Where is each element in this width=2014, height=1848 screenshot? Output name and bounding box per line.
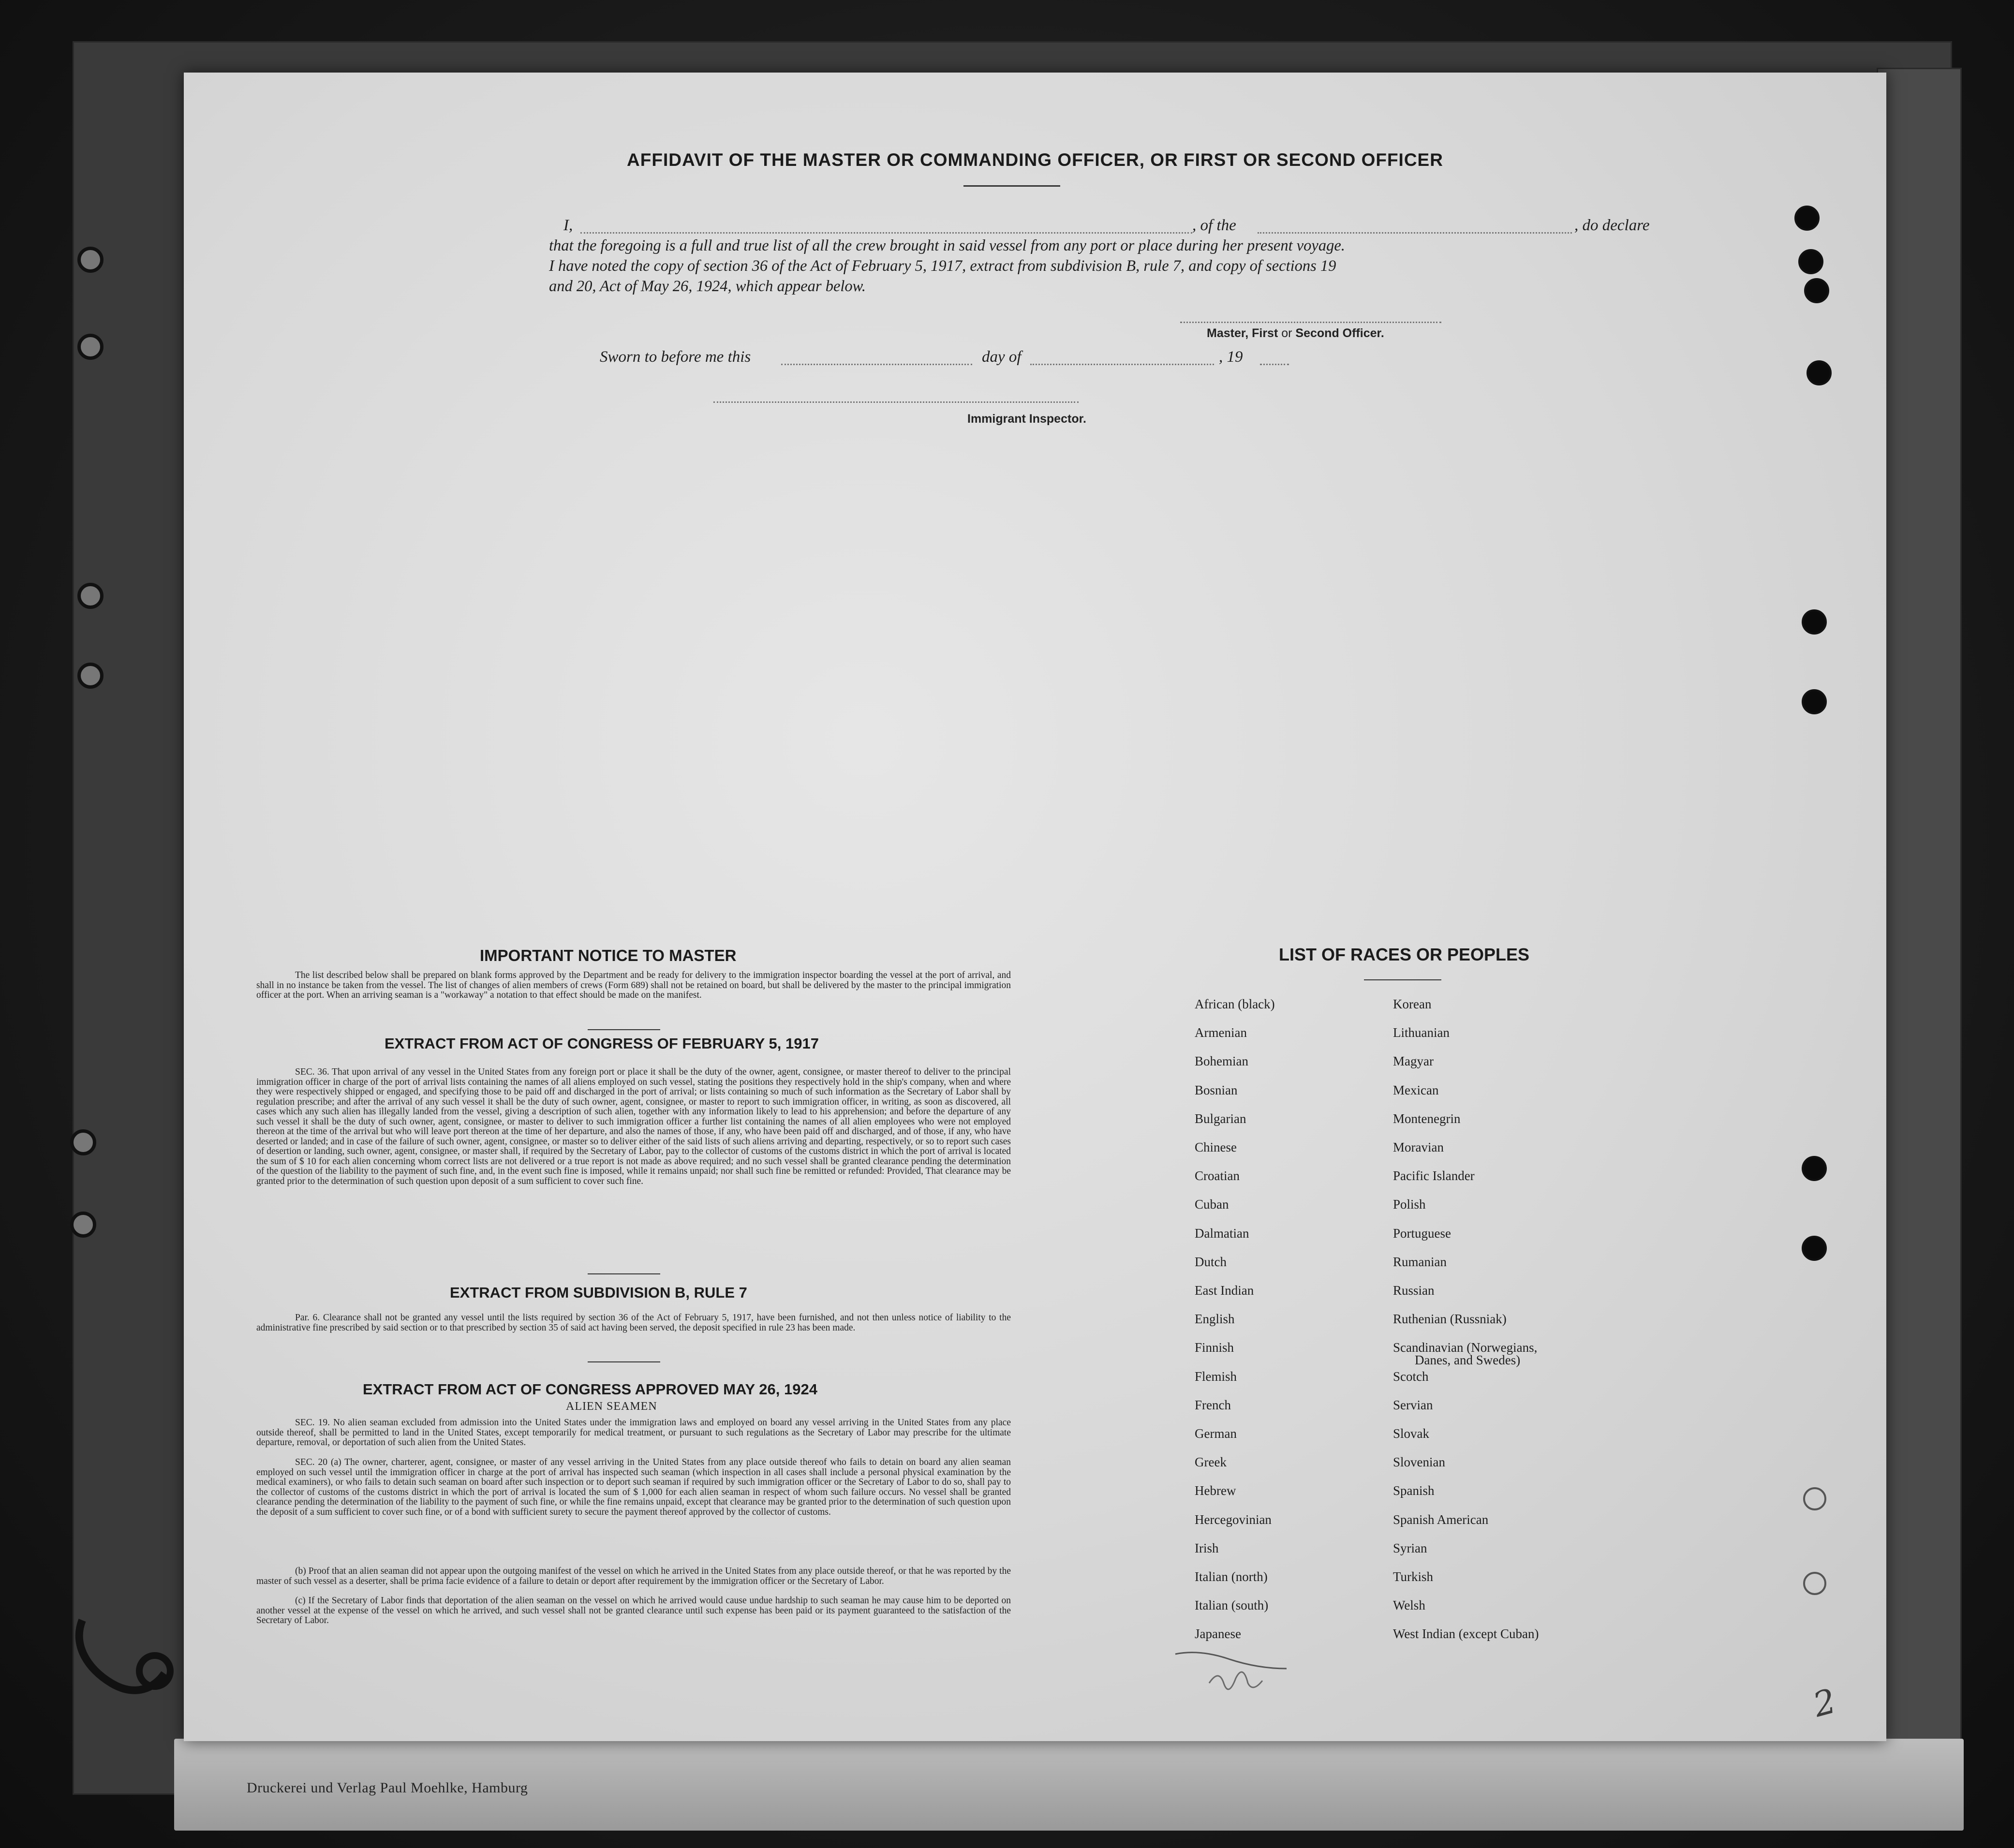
race-item: Montenegrin	[1393, 1111, 1461, 1126]
vessel-blank-line	[1258, 232, 1572, 234]
race-item: Magyar	[1393, 1054, 1434, 1069]
punch-hole-icon	[1807, 360, 1832, 385]
race-item: Russian	[1393, 1283, 1435, 1298]
underlying-sheet-right	[1877, 68, 1962, 1792]
punch-hole-icon	[70, 1212, 96, 1238]
manifest-page	[184, 73, 1886, 1741]
race-item: Servian	[1393, 1397, 1433, 1412]
master-caption-part-1: Master, First	[1207, 326, 1278, 340]
race-item: Cuban	[1195, 1197, 1229, 1212]
race-item: Slovenian	[1393, 1455, 1445, 1470]
extract-rule7-title: EXTRACT FROM SUBDIVISION B, RULE 7	[450, 1284, 747, 1301]
title-underline	[963, 185, 1060, 187]
divider	[588, 1361, 660, 1362]
sworn-day-blank	[781, 364, 972, 365]
master-caption-or: or	[1281, 326, 1292, 340]
race-item: Slovak	[1393, 1426, 1430, 1441]
month-blank	[1030, 364, 1214, 365]
day-of-label: day of	[982, 348, 1022, 366]
race-item: Moravian	[1393, 1140, 1444, 1154]
punch-hole-icon	[70, 1129, 96, 1155]
affidavit-i: I,	[563, 217, 573, 234]
races-divider	[1364, 979, 1441, 980]
punch-hole-icon	[1802, 609, 1827, 635]
race-item: Syrian	[1393, 1540, 1427, 1555]
extract-rule7-body: Par. 6. Clearance shall not be granted any vessel until the lists required by section 36 of the Act of February 5, 1917, have been furnished, and not then unless notice of liability to the administrative fine prescribed by said section or to that prescribed by section 35 of said act having been served, the deposit specified in rule 23 has been made.	[256, 1313, 1011, 1333]
punch-hole-icon	[1802, 1156, 1827, 1181]
race-item: Dalmatian	[1195, 1226, 1249, 1241]
sec-19-body: SEC. 19. No alien seaman excluded from admission into the United States under the immigration laws and employed on board any vessel arriving in the United States from any place outside thereof, shall be permitted to land in the United States, except temporarily for medical treatment, or pursuant to such regulations as the Secretary of Labor may prescribe for the ultimate departure, removal, or deportation of such alien from the United States.	[256, 1418, 1011, 1448]
race-item: Finnish	[1195, 1340, 1234, 1355]
race-item: Greek	[1195, 1455, 1227, 1470]
race-item: Armenian	[1195, 1025, 1247, 1040]
notice-title: IMPORTANT NOTICE TO MASTER	[480, 946, 737, 964]
divider	[588, 1273, 660, 1274]
name-blank-line	[580, 232, 1192, 234]
punch-hole-icon	[1804, 278, 1829, 303]
race-item: Flemish	[1195, 1369, 1237, 1384]
year-blank	[1260, 364, 1289, 365]
race-item: Ruthenian (Russniak)	[1393, 1312, 1507, 1327]
punch-hole-icon	[1803, 1487, 1826, 1510]
race-item: Scotch	[1393, 1369, 1429, 1384]
race-item: East Indian	[1195, 1283, 1254, 1298]
race-item: Italian (south)	[1195, 1598, 1269, 1613]
race-item: German	[1195, 1426, 1237, 1441]
race-item: Dutch	[1195, 1254, 1227, 1269]
extract-1924-title: EXTRACT FROM ACT OF CONGRESS APPROVED MAY 26, 1924	[363, 1381, 817, 1398]
race-item: Japanese	[1195, 1626, 1241, 1641]
punch-hole-icon	[1803, 1572, 1826, 1595]
race-item: Croatian	[1195, 1168, 1240, 1183]
divider	[588, 1029, 660, 1030]
master-signature-line	[1180, 322, 1441, 323]
race-item: Pacific Islander	[1393, 1168, 1475, 1183]
race-item: Danes, and Swedes)	[1415, 1353, 1521, 1368]
race-item: French	[1195, 1397, 1231, 1412]
affidavit-line-3: I have noted the copy of section 36 of the Act of February 5, 1917, extract from subdivision B, rule 7, and copy of sections 19	[549, 257, 1336, 275]
races-title: LIST OF RACES OR PEOPLES	[1278, 945, 1530, 964]
race-item: Hebrew	[1195, 1483, 1236, 1498]
master-caption-part-2: Second Officer.	[1295, 326, 1384, 340]
race-item: African (black)	[1195, 997, 1275, 1011]
race-item: Italian (north)	[1195, 1569, 1268, 1584]
sec-20c-body: (c) If the Secretary of Labor finds that deportation of the alien seaman on the vessel on which he arrived would cause undue hardship to such seaman he may cause him to be deported on another vessel at the expense of the vessel on which he arrived, and such vessel shall not be granted clearance until such expense has been paid or its payment guaranteed to the satisfaction of the Secretary of Labor.	[256, 1596, 1011, 1626]
affidavit-line-2: that the foregoing is a full and true list of all the crew brought in said vessel from any port or place during her present voyage.	[549, 237, 1345, 254]
extract-1917-title: EXTRACT FROM ACT OF CONGRESS OF FEBRUARY 5, 1917	[385, 1035, 819, 1052]
notice-body: The list described below shall be prepared on blank forms approved by the Department and be ready for delivery to the immigration inspector boarding the vessel at the port of arrival, and shall in no instance be taken from the vessel. The list of changes of alien members of crews (Form 689) shall not be retained on board, but shall be delivered by the master to the principal immigration officer at the port. When an arriving seaman is a "workaway" a notation to that effect should be made on the manifest.	[256, 970, 1011, 1000]
affidavit-declare: , do declare	[1574, 217, 1650, 234]
edge-clip-icon	[68, 1615, 184, 1712]
punch-hole-icon	[77, 663, 104, 689]
sworn-label: Sworn to before me this	[600, 348, 751, 366]
sec-20a-body: SEC. 20 (a) The owner, charterer, agent, consignee, or master of any vessel arriving in the United States from any place outside thereof who fails to detain on board any alien seaman employed on such vessel until the immigration officer in charge at the port of arrival has inspected such seaman (which inspection in all cases shall include a personal physical examination by the medical examiners), or who fails to detain such seaman on board after such inspection or to deport such seaman if required by such immigration officer or the Secretary of Labor to do so, shall pay to the collector of customs of the customs district in which the port of arrival is located the sum of $ 1,000 for each alien seaman in respect of whom such failure occurs. No vessel shall be granted clearance pending the determination of the liability to the payment of such fine, or while the fine remains unpaid, except that clearance may be granted prior to the determination of such question upon the deposit of a sum sufficient to cover such fine, or of a bond with sufficient surety to secure the payment thereof approved by the collector of customs.	[256, 1457, 1011, 1517]
punch-hole-icon	[1798, 249, 1823, 274]
race-item: Spanish American	[1393, 1512, 1489, 1527]
year-label: , 19	[1219, 348, 1243, 366]
race-item: Turkish	[1393, 1569, 1434, 1584]
inspector-caption: Immigrant Inspector.	[967, 412, 1086, 426]
punch-hole-icon	[77, 247, 104, 273]
race-item: Irish	[1195, 1540, 1219, 1555]
race-item: Portuguese	[1393, 1226, 1451, 1241]
race-item: Chinese	[1195, 1140, 1237, 1154]
race-item: West Indian (except Cuban)	[1393, 1626, 1539, 1641]
inspector-signature-line	[713, 401, 1079, 403]
race-item: English	[1195, 1312, 1235, 1327]
punch-hole-icon	[1802, 689, 1827, 714]
sec-20b-body: (b) Proof that an alien seaman did not appear upon the outgoing manifest of the vessel on which he arrived in the United States from any place outside thereof, or that he was reported by the master of such vessel as a deserter, shall be prima facie evidence of a failure to detain or deport after requirement by the immigration officer or the Secretary of Labor.	[256, 1566, 1011, 1586]
race-item: Welsh	[1393, 1598, 1425, 1613]
affidavit-of-the: , of the	[1192, 217, 1236, 234]
race-item: Mexican	[1393, 1082, 1439, 1097]
race-item: Spanish	[1393, 1483, 1435, 1498]
race-item: Bulgarian	[1195, 1111, 1246, 1126]
race-item: Bohemian	[1195, 1054, 1248, 1069]
punch-hole-icon	[77, 334, 104, 360]
race-item: Bosnian	[1195, 1082, 1238, 1097]
printer-imprint: Druckerei und Verlag Paul Moehlke, Hamburg	[247, 1780, 528, 1796]
race-item: Hercegovinian	[1195, 1512, 1272, 1527]
margin-mark: 2	[1809, 1681, 1840, 1725]
alien-seamen-subtitle: ALIEN SEAMEN	[566, 1400, 657, 1413]
race-item: Korean	[1393, 997, 1432, 1011]
affidavit-line-4: and 20, Act of May 26, 1924, which appear below.	[549, 278, 866, 295]
extract-1917-body: SEC. 36. That upon arrival of any vessel in the United States from any foreign port or place it shall be the duty of the owner, agent, consignee, or master thereof to deliver to the principal immigration officer in charge of the port of arrival lists containing the names of all aliens employed on such vessel, stating the positions they respectively hold in the ship's company, when and where they were respectively shipped or engaged, and specifying those to be paid off and discharged in the port of arrival; or lists containing so much of such information as the Secretary of Labor shall by regulation prescribe; and after the arrival of any such vessel it shall be the duty of such owner, agent, consignee, or master to report to such immigration officer, in writing, as soon as discovered, all cases which any such alien has illegally landed from the vessel, giving a description of such alien, together with any information likely to lead to his apprehension; and before the departure of any such vessel it shall be the duty of such owner, agent, consignee, or master to deliver to such immigration officer a further list containing the names of all alien employees who were not employed thereon at the time of the arrival but who will leave port thereon at the time of her departure, and also the names of those, if any, who have been paid off and discharged, and of those, if any, who have deserted or landed; and in case of the failure of such owner, agent, consignee, or master so to deliver either of the said lists of such aliens arriving and departing, respectively, or so to report such cases of desertion or landing, such owner, agent, consignee, or master shall, if required by the Secretary of Labor, pay to the collector of customs of the customs district in which the port of arrival is located the sum of $ 10 for each alien concerning whom correct lists are not delivered or a true report is not made as above required; and no such vessel shall be granted clearance pending the determination of the question of the liability to the payment of such fine, and, in the event such fine is imposed, while it remains unpaid; nor shall such fine be remitted or refunded: Provided, That clearance may be granted prior to the determination of such question upon deposit of a sum sufficient to cover such fine.	[256, 1067, 1011, 1186]
punch-hole-icon	[1802, 1236, 1827, 1261]
master-caption	[1207, 326, 1384, 340]
race-item: Rumanian	[1393, 1254, 1447, 1269]
handwritten-scribble	[1170, 1640, 1296, 1707]
punch-hole-icon	[77, 583, 104, 609]
affidavit-title: AFFIDAVIT OF THE MASTER OR COMMANDING OFFICER, OR FIRST OR SECOND OFFICER	[627, 150, 1443, 170]
punch-hole-icon	[1794, 206, 1820, 231]
race-item: Polish	[1393, 1197, 1426, 1212]
race-item: Scandinavian (Norwegians,	[1393, 1340, 1538, 1355]
race-item: Lithuanian	[1393, 1025, 1450, 1040]
